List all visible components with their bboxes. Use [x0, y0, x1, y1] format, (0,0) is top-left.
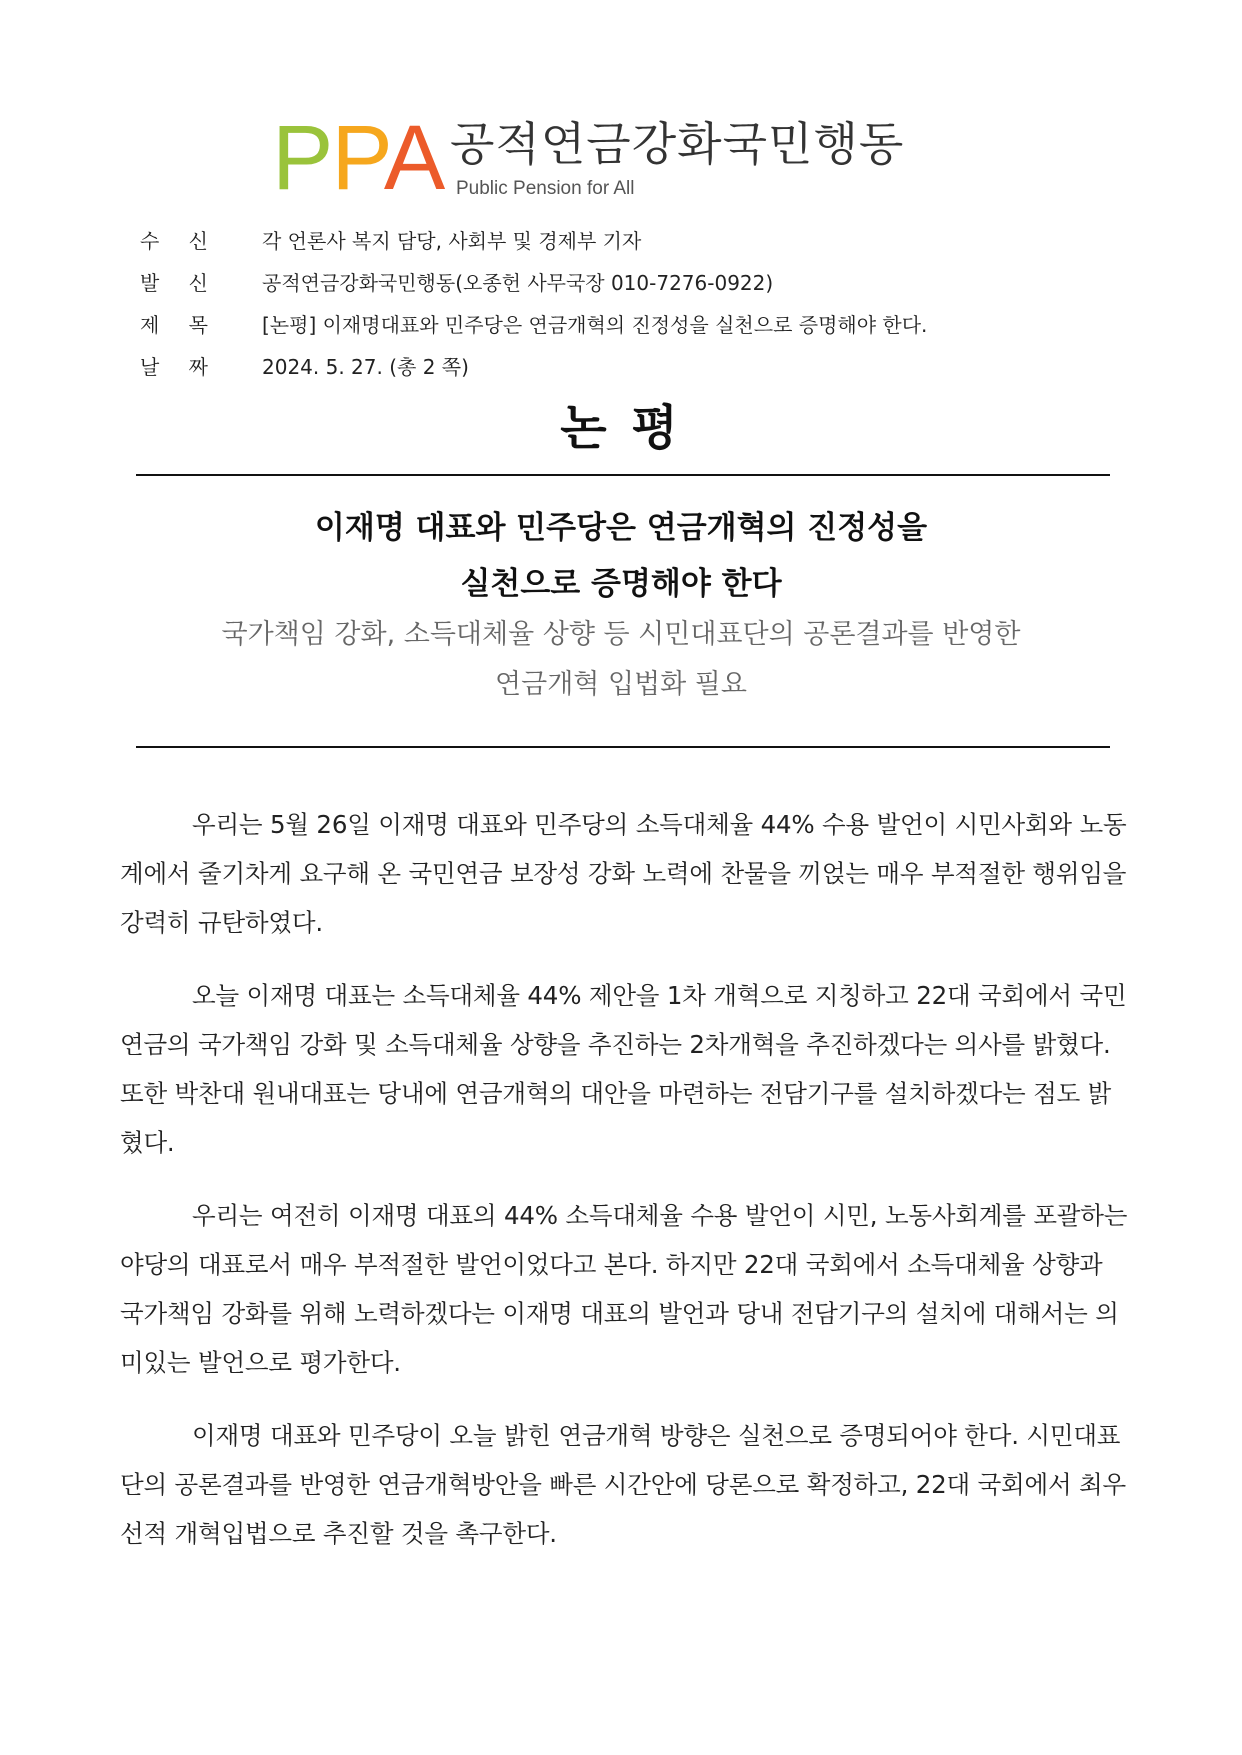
memo-value: 2024. 5. 27. (총 2 쪽): [262, 355, 469, 379]
divider-top: [136, 474, 1110, 476]
body-paragraph: 우리는 5월 26일 이재명 대표와 민주당의 소득대체율 44% 수용 발언이 시민사회와 노동계에서 줄기차게 요구해 온 국민연금 보장성 강화 노력에 찬물을 끼얹는 매우 부적절한 행위임을 강력히 규탄하였다.: [120, 810, 1127, 937]
org-name-english: Public Pension for All: [456, 178, 635, 199]
ppa-logo-mark: PPA: [272, 107, 444, 209]
org-name-korean: 공적연금강화국민행동: [450, 117, 905, 171]
headline: [0, 500, 1242, 612]
body-paragraph: 이재명 대표와 민주당이 오늘 밝힌 연금개혁 방향은 실천으로 증명되어야 한다. 시민대표단의 공론결과를 반영한 연금개혁방안을 빠른 시간안에 당론으로 확정하고, 22대 국회에서 최우선적 개혁입법으로 추진할 것을 촉구한다.: [120, 1421, 1126, 1548]
memo-value: [논평] 이재명대표와 민주당은 연금개혁의 진정성을 실천으로 증명해야 한다.: [262, 313, 928, 337]
headline-line: 이재명 대표와 민주당은 연금개혁의 진정성을: [314, 510, 928, 546]
subheadline-line: 연금개혁 입법화 필요: [495, 669, 747, 700]
divider-bottom: [136, 746, 1110, 748]
body-paragraph: 오늘 이재명 대표는 소득대체율 44% 제안을 1차 개혁으로 지칭하고 22대 국회에서 국민연금의 국가책임 강화 및 소득대체율 상향을 추진하는 2차개혁을 추진하겠다는 의사를 밝혔다. 또한 박찬대 원내대표는 당내에 연금개혁의 대안을 마련하는 전담기구를 설치하겠다는 점도 밝혔다.: [120, 981, 1127, 1157]
body-paragraph: 우리는 여전히 이재명 대표의 44% 소득대체율 수용 발언이 시민, 노동사회계를 포괄하는 야당의 대표로서 매우 부적절한 발언이었다고 본다. 하지만 22대 국회에서 소득대체율 상향과 국가책임 강화를 위해 노력하겠다는 이재명 대표의 발언과 당내 전담기구의 설치에 대해서는 의미있는 발언으로 평가한다.: [120, 1201, 1128, 1377]
memo-value: 각 언론사 복지 담당, 사회부 및 경제부 기자: [262, 229, 642, 253]
memo-label: 제 목: [140, 313, 208, 337]
memo-label: 수 신: [140, 229, 208, 253]
memo-value: 공적연금강화국민행동(오종헌 사무국장 010-7276-0922): [262, 271, 774, 295]
subheadline-line: 국가책임 강화, 소득대체율 상향 등 시민대표단의 공론결과를 반영한: [221, 619, 1021, 650]
body-text: [120, 800, 1130, 1582]
subheadline: [0, 610, 1242, 710]
document-title: 논 평: [560, 400, 682, 456]
headline-line: 실천으로 증명해야 한다: [460, 566, 782, 602]
memo-label: 날 짜: [140, 355, 208, 379]
memo-label: 발 신: [140, 271, 208, 295]
